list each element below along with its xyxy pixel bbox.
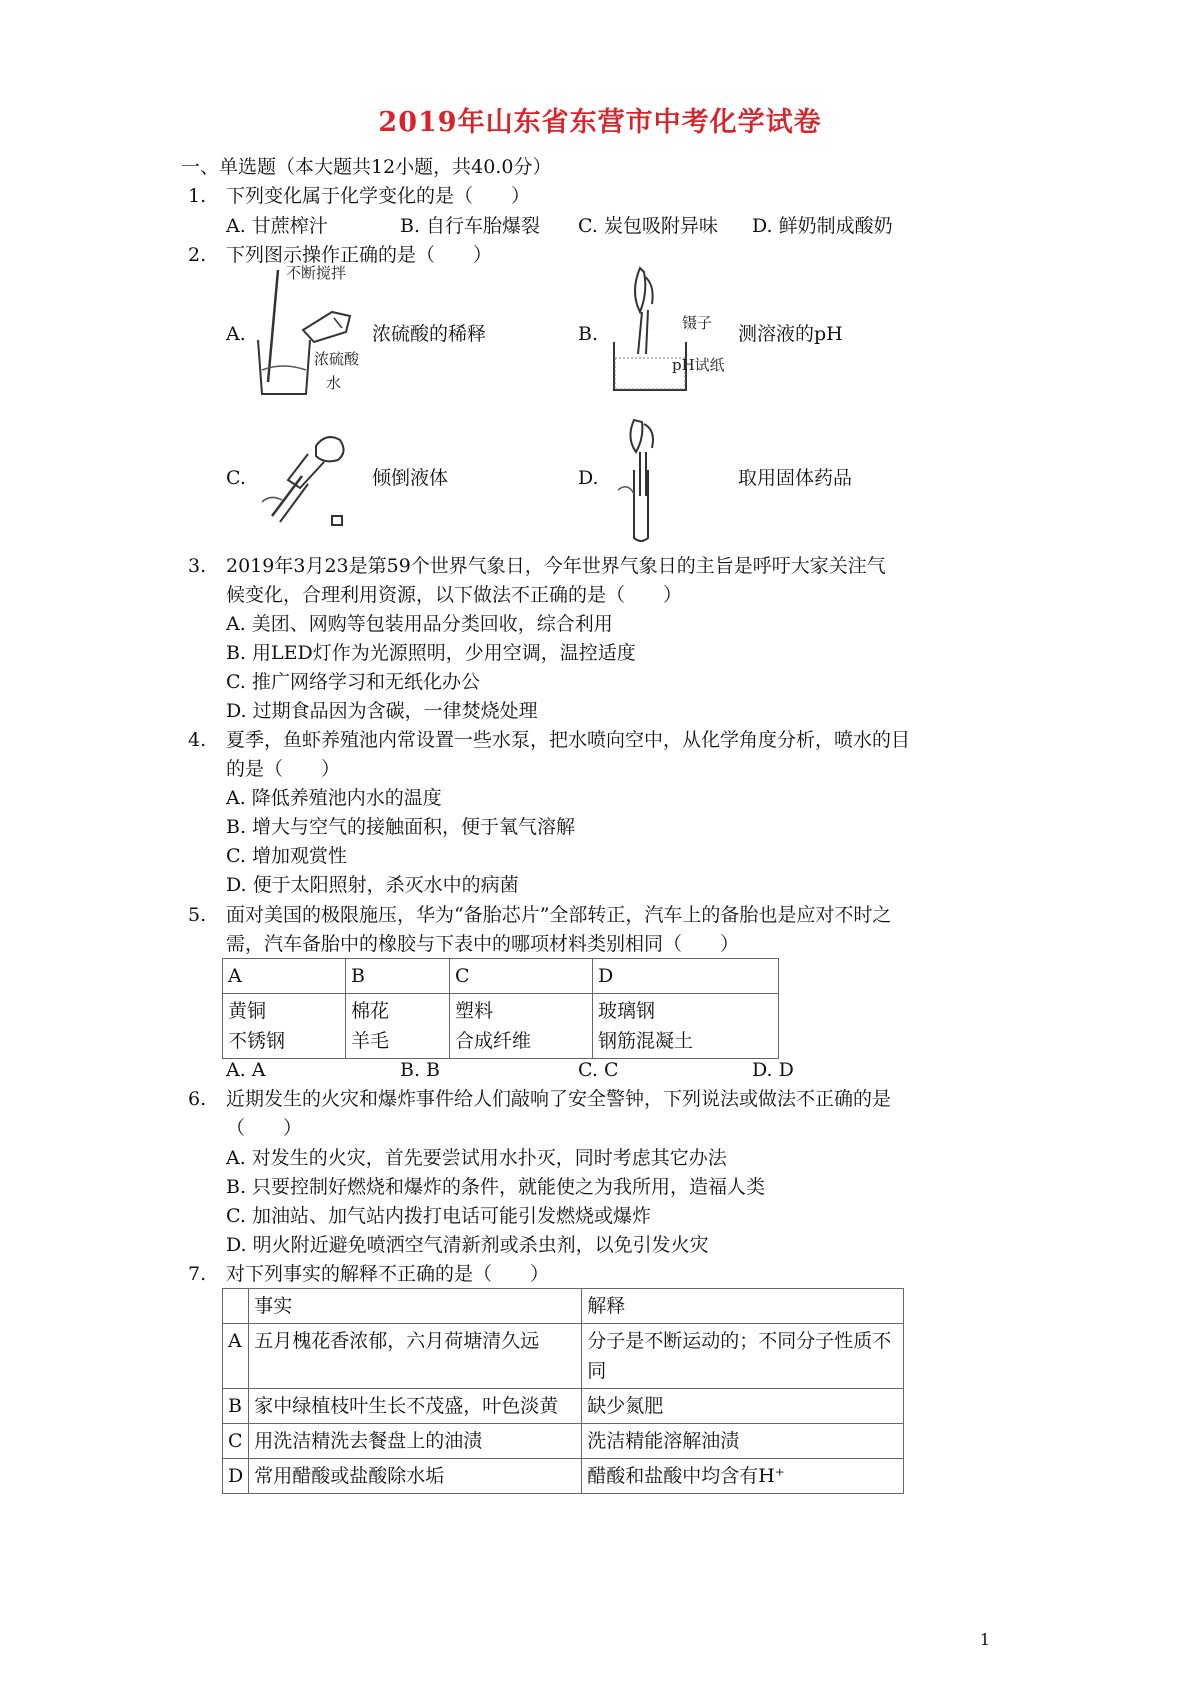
figure-label: pH试纸 bbox=[672, 356, 725, 374]
option-d-text: 取用固体药品 bbox=[738, 467, 853, 489]
question-stem-cont: 需，汽车备胎中的橡胶与下表中的哪项材料类别相同（ ） bbox=[226, 933, 740, 955]
option-c-letter: C. bbox=[226, 467, 246, 489]
section-heading: 一、单选题（本大题共12小题，共40.0分） bbox=[181, 156, 552, 178]
option-b: B. 只要控制好燃烧和爆炸的条件，就能使之为我所用，造福人类 bbox=[226, 1176, 766, 1198]
table-cell: 塑料 合成纤维 bbox=[450, 994, 593, 1059]
materials-table bbox=[222, 958, 779, 1059]
question-stem: 夏季，鱼虾养殖池内常设置一些水泵，把水喷向空中，从化学角度分析，喷水的目 bbox=[226, 729, 911, 751]
option-b: B. 用LED灯作为光源照明，少用空调，温控适度 bbox=[226, 642, 636, 664]
table-cell: 醋酸和盐酸中均含有H⁺ bbox=[582, 1459, 904, 1494]
figure-label: 浓硫酸 bbox=[314, 350, 360, 368]
solid-reagent-figure bbox=[600, 410, 710, 545]
option-d: D. 明火附近避免喷洒空气清新剂或杀虫剂，以免引发火灾 bbox=[226, 1234, 709, 1256]
question-number: 7. bbox=[188, 1263, 207, 1285]
option-b-letter: B. bbox=[578, 323, 599, 345]
option-a-letter: A. bbox=[226, 323, 246, 345]
question-stem: 近期发生的火灾和爆炸事件给人们敲响了安全警钟，下列说法或做法不正确的是 bbox=[226, 1088, 892, 1110]
option-a: A. 对发生的火灾，首先要尝试用水扑灭，同时考虑其它办法 bbox=[226, 1147, 727, 1169]
option-b-text: 测溶液的pH bbox=[738, 323, 843, 345]
ph-test-figure bbox=[600, 262, 740, 402]
table-cell: 棉花 羊毛 bbox=[346, 994, 450, 1059]
table-cell: 玻璃钢 钢筋混凝土 bbox=[593, 994, 779, 1059]
table-row bbox=[223, 1389, 904, 1424]
option-a: A. 降低养殖池内水的温度 bbox=[226, 787, 442, 809]
question-stem: 对下列事实的解释不正确的是（ ） bbox=[226, 1263, 550, 1285]
facts-explanations-table bbox=[222, 1288, 904, 1494]
table-header-cell: C bbox=[450, 959, 593, 994]
question-stem: 下列图示操作正确的是（ ） bbox=[226, 244, 493, 266]
table-cell: D bbox=[223, 1459, 249, 1494]
table-row bbox=[223, 1324, 904, 1389]
option-b: B. 增大与空气的接触面积，便于氧气溶解 bbox=[226, 816, 576, 838]
table-cell: 家中绿植枝叶生长不茂盛，叶色淡黄 bbox=[249, 1389, 582, 1424]
table-cell: B bbox=[223, 1389, 249, 1424]
question-number: 3. bbox=[188, 555, 207, 577]
question-number: 4. bbox=[188, 729, 207, 751]
table-header-row bbox=[223, 1289, 904, 1324]
table-header-cell: 解释 bbox=[582, 1289, 904, 1324]
figure-label: 水 bbox=[326, 374, 342, 392]
figure-label: 镊子 bbox=[682, 314, 713, 332]
option-d-letter: D. bbox=[578, 467, 599, 489]
question-stem: 面对美国的极限施压，华为“备胎芯片”全部转正，汽车上的备胎也是应对不时之 bbox=[226, 904, 892, 926]
option-a: A. 甘蔗榨汁 bbox=[226, 215, 328, 237]
question-stem-cont: （ ） bbox=[226, 1117, 303, 1139]
page-number: 1 bbox=[979, 1630, 990, 1649]
table-header-row bbox=[223, 959, 779, 994]
question-number: 5. bbox=[188, 904, 207, 926]
table-cell: 洗洁精能溶解油渍 bbox=[582, 1424, 904, 1459]
option-a: A. A bbox=[226, 1059, 266, 1081]
exam-title: 2019年山东省东营市中考化学试卷 bbox=[378, 107, 822, 138]
table-cell: 黄铜 不锈钢 bbox=[223, 994, 346, 1059]
table-header-cell: B bbox=[346, 959, 450, 994]
option-b: B. B bbox=[400, 1059, 441, 1081]
sulfuric-acid-dilution-figure bbox=[248, 262, 368, 402]
option-d: D. 便于太阳照射，杀灭水中的病菌 bbox=[226, 874, 519, 896]
option-c: C. 炭包吸附异味 bbox=[578, 215, 718, 237]
question-stem: 下列变化属于化学变化的是（ ） bbox=[226, 185, 531, 207]
figure-label: 不断搅拌 bbox=[286, 264, 347, 282]
table-cell: 五月槐花香浓郁，六月荷塘清久远 bbox=[249, 1324, 582, 1389]
option-a-text: 浓硫酸的稀释 bbox=[372, 323, 487, 345]
option-b: B. 自行车胎爆裂 bbox=[400, 215, 541, 237]
pouring-liquid-figure bbox=[258, 418, 373, 533]
table-cell: A bbox=[223, 1324, 249, 1389]
option-c: C. 加油站、加气站内拨打电话可能引发燃烧或爆炸 bbox=[226, 1205, 651, 1227]
table-header-cell: 事实 bbox=[249, 1289, 582, 1324]
option-c: C. 推广网络学习和无纸化办公 bbox=[226, 671, 480, 693]
table-header-cell bbox=[223, 1289, 249, 1324]
option-d: D. 过期食品因为含碳，一律焚烧处理 bbox=[226, 700, 538, 722]
option-d: D. D bbox=[752, 1059, 794, 1081]
question-stem: 2019年3月23是第59个世界气象日，今年世界气象日的主旨是呼吁大家关注气 bbox=[226, 555, 886, 577]
table-cell: 缺少氮肥 bbox=[582, 1389, 904, 1424]
table-header-cell: A bbox=[223, 959, 346, 994]
table-cell: 常用醋酸或盐酸除水垢 bbox=[249, 1459, 582, 1494]
question-stem-cont: 候变化，合理利用资源，以下做法不正确的是（ ） bbox=[226, 584, 683, 606]
table-row bbox=[223, 1459, 904, 1494]
question-stem-cont: 的是（ ） bbox=[226, 758, 341, 780]
table-cell: 用洗洁精洗去餐盘上的油渍 bbox=[249, 1424, 582, 1459]
question-number: 1. bbox=[188, 185, 207, 207]
option-d: D. 鲜奶制成酸奶 bbox=[752, 215, 893, 237]
question-number: 2. bbox=[188, 244, 207, 266]
table-cell: C bbox=[223, 1424, 249, 1459]
question-number: 6. bbox=[188, 1088, 207, 1110]
option-c-text: 倾倒液体 bbox=[372, 467, 449, 489]
option-a: A. 美团、网购等包装用品分类回收，综合利用 bbox=[226, 613, 613, 635]
table-row bbox=[223, 994, 779, 1059]
table-row bbox=[223, 1424, 904, 1459]
table-header-cell: D bbox=[593, 959, 779, 994]
table-cell: 分子是不断运动的；不同分子性质不同 bbox=[582, 1324, 904, 1389]
option-c: C. 增加观赏性 bbox=[226, 845, 347, 867]
option-c: C. C bbox=[578, 1059, 619, 1081]
